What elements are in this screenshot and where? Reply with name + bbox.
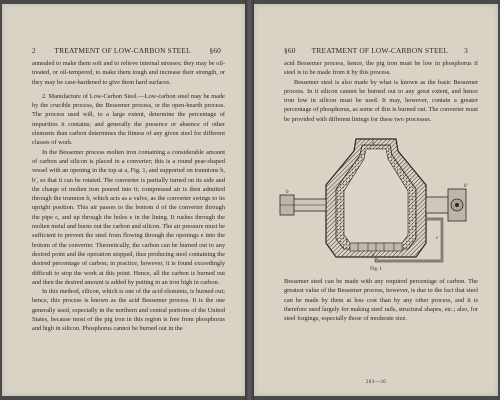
left-page: [2, 4, 245, 396]
right-paragraph: Bessemer steel can be made with any required percentage of carbon. The greatest value of the Bessemer process, however, is due to the fact that steel can be made by them at less cost than by any other process, and it is therefore used largely for making steel rails, structural shapes, etc.; also, for steel forgings, especially those of moderate size.: [284, 278, 478, 323]
figure-label-c: c: [436, 236, 439, 241]
right-running-head: [254, 46, 498, 55]
figure-label-e: e: [346, 238, 349, 243]
right-page-number: 3: [464, 46, 468, 55]
left-paragraph: In this method, silicon, which is one of the acid elements, is burned out; hence, this process is known as the acid Bessemer process. It is the one generally used, especially in the northern and central portions of the United States, because most of the pig iron in this region is free from phosphorus and high in silicon. Phosphorus cannot be burned out in the: [32, 288, 225, 333]
left-page-number: 2: [32, 46, 36, 55]
right-body-text-top: [284, 59, 478, 124]
left-paragraph: 2. Manufacture of Low-Carbon Steel.—Low-carbon steel may be made by the crucible process, the Bessemer process, or the open-hearth process. The process used will, to a large extent, determine the percentage of impurities it contains; and generally the presence or absence of other elements than carbon determines the fitness of any given steel for different classes of work.: [32, 92, 225, 147]
left-running-title: TREATMENT OF LOW-CARBON STEEL: [54, 46, 191, 55]
figure-label-b-prime: b′: [464, 184, 468, 189]
figure-label-d: d: [372, 253, 375, 258]
left-paragraph: In the Bessemer process molten iron containing a considerable amount of carbon and silicon is placed in a converter; this is a round pear-shaped vessel with an opening in the top at a, Fig. 1, and supported on trunnions b, b′, so that it can be rotated. The converter is partially turned on its side and the charge of molten iron poured into it; compressed air is then admitted through the trunnion b, which acts as a valve, as the converter swings to its upright position. This air passes to the bottom d of the converter through the pipe c, and up through the holes e in the lining. It rushes through the molten metal and burns out the carbon and silicon. The air pressure must be sufficient to prevent the steel from flowing through the openings e into the bottom of the converter. Theoretically, the carbon can be burned out to any desired point and the operation stopped, thus producing steel containing the desired percentage of carbon; in practice, however, it is found exceedingly difficult to stop the work at this point. Hence, all the carbon is burned out and then the desired amount is added by putting in an iron high in carbon.: [32, 148, 225, 286]
figure-label-b: b: [286, 190, 289, 195]
book-gutter: [245, 0, 254, 400]
left-running-head: [2, 46, 245, 55]
right-page: [254, 4, 498, 396]
figure-caption: Fig. 1: [370, 267, 382, 272]
page-footer-signature: 203—36: [365, 380, 387, 385]
right-running-title: TREATMENT OF LOW-CARBON STEEL: [311, 46, 449, 55]
right-section-ref: §60: [284, 46, 296, 55]
right-body-text-bottom: [284, 277, 478, 323]
converter-figure: [276, 135, 476, 265]
right-paragraph: acid Bessemer process, hence, the pig iron must be low in phosphorus if steel is to be made from it by this process.: [284, 60, 478, 77]
left-section-ref: §60: [209, 46, 221, 55]
left-paragraph: annealed to make them soft and to relieve internal stresses; they may be oil-treated, or oil-tempered, to make them tough and increase their strength, or they may be case-hardened to give them hard surfaces.: [32, 60, 225, 86]
right-paragraph: Bessemer steel is also made by what is known as the basic Bessemer process. In it silicon cannot be burned out to any great extent, and hence iron low in silicon must be used. It may, however, contain a greater percentage of phosphorus, as some of this is burned out. The converter must be provided with different linings for these two processes.: [284, 78, 478, 123]
bessemer-converter-illustration: [276, 135, 476, 265]
figure-label-a: a: [372, 141, 375, 146]
left-body-text: [32, 59, 225, 334]
